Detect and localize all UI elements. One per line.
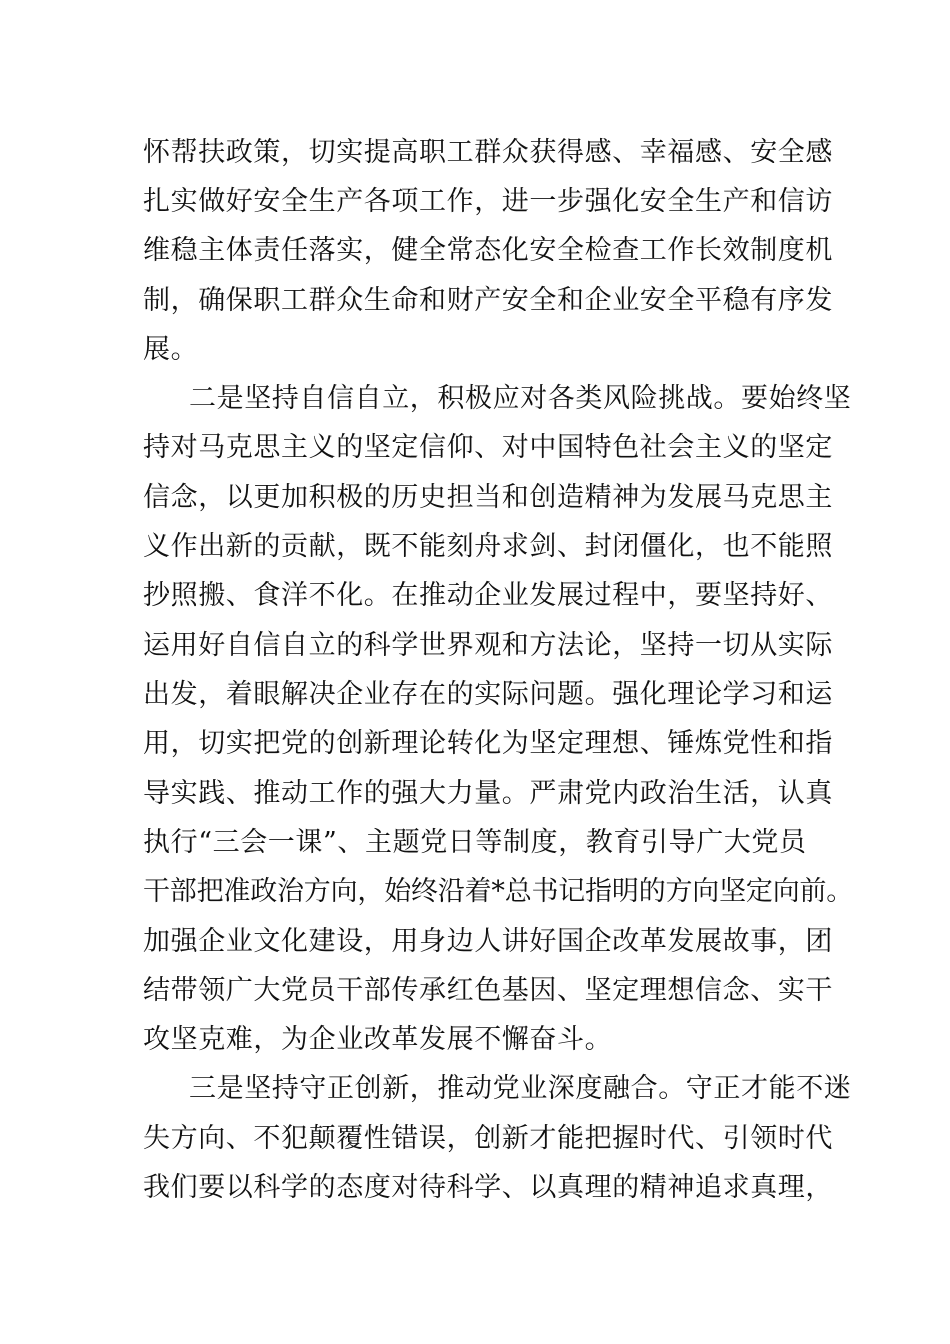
text-line: 导实践、推动工作的强大力量。严肃党内政治生活，认真 [143,778,833,809]
paragraph-start-line: 二是坚持自信自立，积极应对各类风险挑战。要始终坚 [189,383,852,414]
text-line: 运用好自信自立的科学世界观和方法论，坚持一切从实际 [143,630,833,661]
text-line: 结带领广大党员干部传承红色基因、坚定理想信念、实干 [143,975,833,1006]
text-line: 怀帮扶政策，切实提高职工群众获得感、幸福感、安全感 [143,137,833,168]
text-line: 执行“三会一课”、主题党日等制度，教育引导广大党员 [143,827,807,858]
text-line: 出发，着眼解决企业存在的实际问题。强化理论学习和运 [143,679,833,710]
text-line: 义作出新的贡献，既不能刻舟求剑、封闭僵化，也不能照 [143,531,833,562]
text-line: 失方向、不犯颠覆性错误，创新才能把握时代、引领时代 [143,1123,833,1154]
text-line: 抄照搬、食洋不化。在推动企业发展过程中，要坚持好、 [143,580,833,611]
text-line: 展。 [143,334,199,365]
text-line: 用，切实把党的创新理论转化为坚定理想、锤炼党性和指 [143,728,833,759]
text-line: 持对马克思主义的坚定信仰、对中国特色社会主义的坚定 [143,432,833,463]
text-line: 干部把准政治方向，始终沿着*总书记指明的方向坚定向前。 [143,876,854,907]
paragraph-start-line: 三是坚持守正创新，推动党业深度融合。守正才能不迷 [189,1073,852,1104]
text-line: 维稳主体责任落实，健全常态化安全检查工作长效制度机 [143,235,833,266]
text-line: 加强企业文化建设，用身边人讲好国企改革发展故事，团 [143,926,833,957]
text-line: 扎实做好安全生产各项工作，进一步强化安全生产和信访 [143,186,833,217]
text-line: 攻坚克难，为企业改革发展不懈奋斗。 [143,1024,613,1055]
text-line: 制，确保职工群众生命和财产安全和企业安全平稳有序发 [143,285,833,316]
text-line: 我们要以科学的态度对待科学、以真理的精神追求真理， [143,1172,833,1203]
text-line: 信念，以更加积极的历史担当和创造精神为发展马克思主 [143,482,833,513]
